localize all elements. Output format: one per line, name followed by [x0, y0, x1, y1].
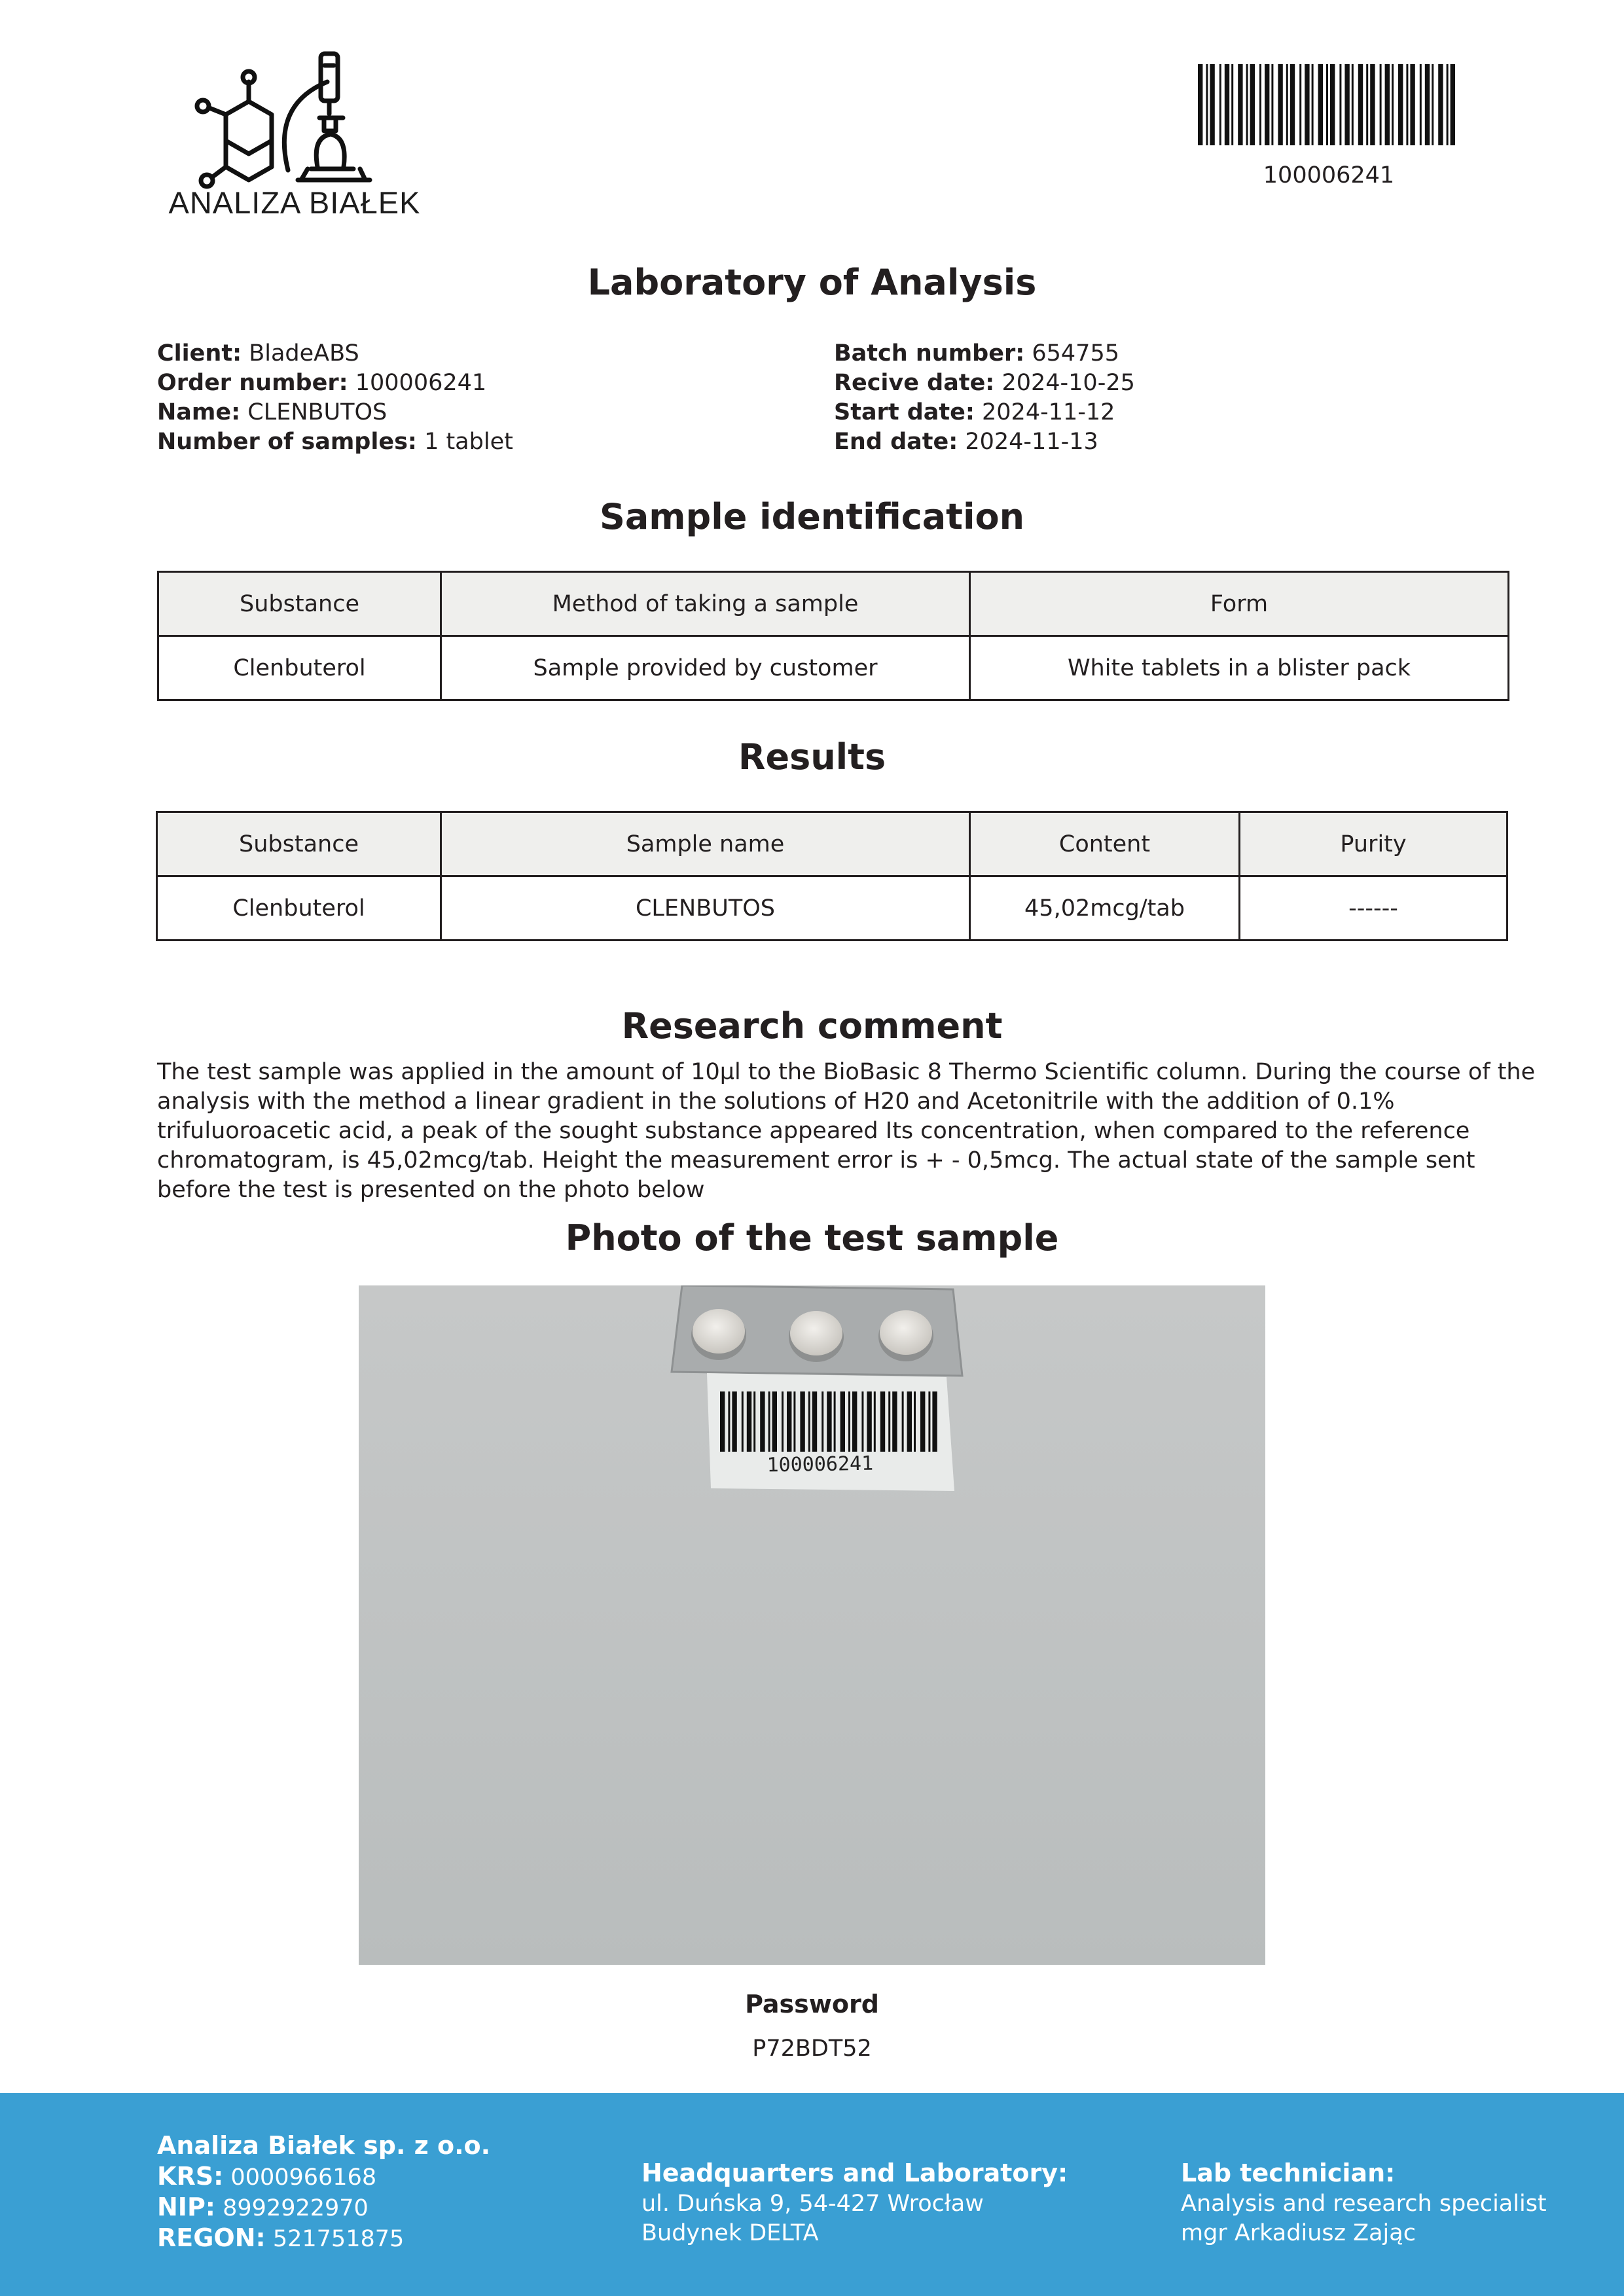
name-label: Name: — [157, 399, 241, 425]
name-row — [157, 398, 513, 427]
table-cell: White tablets in a blister pack — [970, 636, 1509, 700]
table-header: Substance — [158, 572, 441, 636]
footer-lab-technician — [1181, 2159, 1547, 2248]
table-header-row — [157, 812, 1507, 876]
start-value: 2024-11-12 — [982, 399, 1115, 425]
hq-title: Headquarters and Laboratory: — [641, 2159, 1068, 2187]
table-row — [157, 876, 1507, 941]
footer-company — [157, 2131, 490, 2254]
sample-identification-table — [157, 571, 1509, 701]
table-header: Form — [970, 572, 1509, 636]
table-header: Content — [970, 812, 1240, 876]
logo-text: ANALIZA BIAŁEK — [168, 185, 421, 220]
end-row — [834, 427, 1135, 457]
client-label: Client: — [157, 340, 242, 367]
research-comment-text: The test sample was applied in the amount of 10µl to the BioBasic 8 Thermo Scientific column. During the course of the analysis with the method a linear gradient in the solutions of H20 and Acetonitrile with the addition of 0.1% trifuluoroacetic acid, a peak of the sought substance appeared Its concentration, when compared to the reference chromatogram, is 45,02mcg/tab. Height the measurement error is + - 0,5mcg. The actual state of the sample sent before the test is presented on the photo below — [157, 1059, 1536, 1203]
samples-value: 1 tablet — [424, 429, 513, 455]
name-value: CLENBUTOS — [247, 399, 388, 425]
table-cell: 45,02mcg/tab — [970, 876, 1240, 941]
receive-value: 2024-10-25 — [1001, 370, 1135, 396]
table-header-row — [158, 572, 1509, 636]
password-label: Password — [745, 1990, 879, 2018]
page-title: Laboratory of Analysis — [587, 262, 1037, 303]
end-label: End date: — [834, 429, 958, 455]
end-value: 2024-11-13 — [965, 429, 1098, 455]
samples-label: Number of samples: — [157, 429, 417, 455]
table-cell: Clenbuterol — [157, 876, 441, 941]
table-row — [158, 636, 1509, 700]
table-cell: Clenbuterol — [158, 636, 441, 700]
nip-value: 8992922970 — [223, 2195, 369, 2221]
info-right — [834, 339, 1135, 457]
table-cell: CLENBUTOS — [441, 876, 970, 941]
info-left — [157, 339, 513, 457]
start-label: Start date: — [834, 399, 975, 425]
barcode-icon — [1198, 64, 1460, 145]
tech-role: Analysis and research specialist — [1181, 2191, 1547, 2217]
client-row — [157, 339, 513, 368]
hq-building: Budynek DELTA — [641, 2220, 819, 2246]
barcode-number: 100006241 — [1263, 162, 1395, 188]
research-comment-heading: Research comment — [621, 1005, 1003, 1047]
table-header: Purity — [1240, 812, 1507, 876]
batch-value: 654755 — [1032, 340, 1119, 367]
table-cell: ------ — [1240, 876, 1507, 941]
batch-label: Batch number: — [834, 340, 1025, 367]
company-name: Analiza Białek sp. z o.o. — [157, 2131, 491, 2160]
start-row — [834, 398, 1135, 427]
password-value: P72BDT52 — [752, 2036, 872, 2062]
table-header: Method of taking a sample — [441, 572, 970, 636]
table-cell: Sample provided by customer — [441, 636, 970, 700]
nip-label: NIP: — [157, 2193, 215, 2221]
krs-label: KRS: — [157, 2162, 224, 2191]
results-table — [156, 811, 1508, 941]
regon-value: 521751875 — [272, 2226, 405, 2252]
sample-identification-heading: Sample identification — [599, 496, 1025, 537]
regon-label: REGON: — [157, 2223, 266, 2252]
results-heading: Results — [738, 736, 886, 778]
photo-heading: Photo of the test sample — [565, 1217, 1059, 1259]
tech-name: mgr Arkadiusz Zając — [1181, 2220, 1416, 2246]
samples-row — [157, 427, 513, 457]
receive-row — [834, 368, 1135, 398]
footer — [0, 2093, 1624, 2296]
photo-label-number: 100006241 — [767, 1452, 874, 1477]
tech-title: Lab technician: — [1181, 2159, 1396, 2187]
hq-address: ul. Duńska 9, 54-427 Wrocław — [641, 2191, 984, 2217]
batch-row — [834, 339, 1135, 368]
order-value: 100006241 — [355, 370, 487, 396]
receive-label: Recive date: — [834, 370, 995, 396]
sample-photo — [359, 1285, 1265, 1965]
table-header: Substance — [157, 812, 441, 876]
table-header: Sample name — [441, 812, 970, 876]
krs-value: 0000966168 — [230, 2164, 377, 2191]
order-row — [157, 368, 513, 398]
client-value: BladeABS — [249, 340, 359, 367]
order-label: Order number: — [157, 370, 348, 396]
footer-headquarters — [641, 2159, 1068, 2248]
